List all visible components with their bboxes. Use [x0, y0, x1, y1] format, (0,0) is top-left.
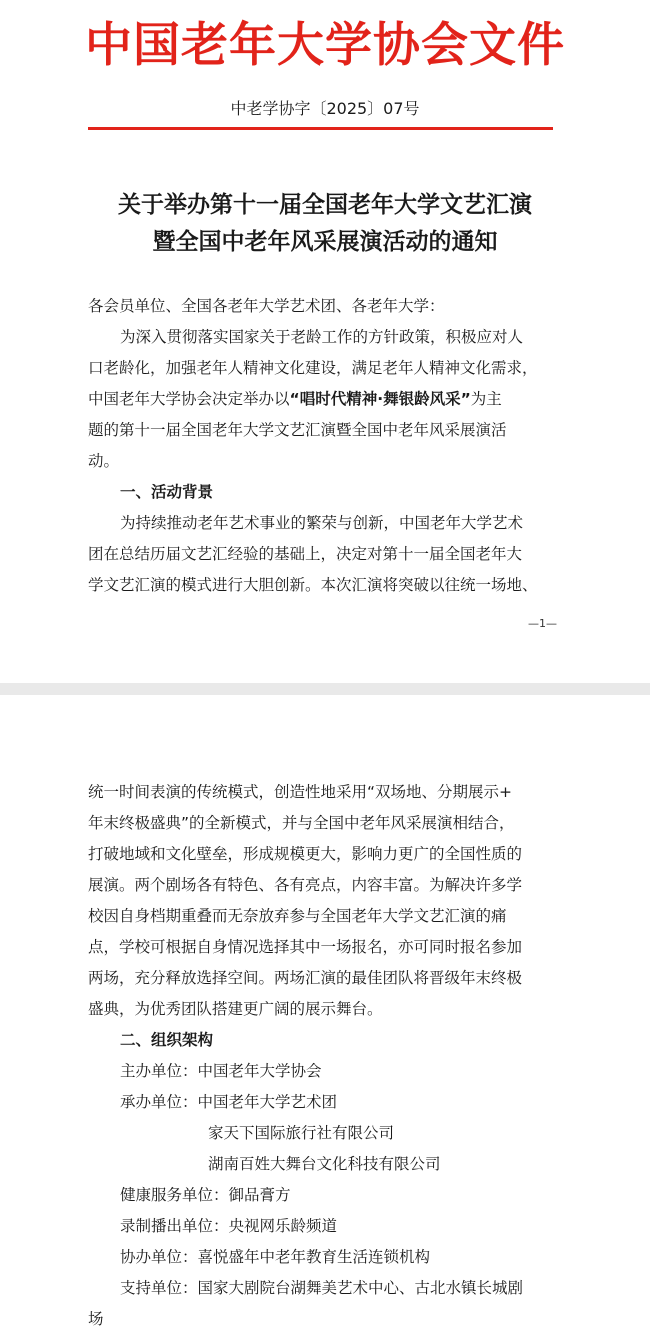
intro-line-3 — [88, 384, 570, 415]
intro-line-3-after: 为主 — [470, 390, 502, 408]
org-host: 主办单位：中国老年大学协会 — [120, 1062, 322, 1080]
section1-line-1: 为持续推动老年艺术事业的繁荣与创新，中国老年大学艺术 — [120, 514, 524, 532]
org-support: 支持单位：国家大剧院台湖舞美艺术中心、古北水镇长城剧 — [120, 1279, 524, 1297]
salutation: 各会员单位、全国各老年大学艺术团、各老年大学： — [88, 297, 445, 315]
page-number: —1— — [528, 617, 557, 630]
section-heading-background: 一、活动背景 — [120, 483, 214, 501]
org-co-organizer: 协办单位：喜悦盛年中老年教育生活连锁机构 — [120, 1248, 431, 1266]
notice-title-line-2: 暨全国中老年风采展演活动的通知 — [152, 228, 498, 255]
intro-line-5: 动。 — [88, 452, 120, 470]
section-heading-organization: 二、组织架构 — [120, 1031, 214, 1049]
notice-title — [0, 186, 650, 260]
continued-line-6: 点，学校可根据自身情况选择其中一场报名，亦可同时报名参加 — [88, 938, 523, 956]
org-organizer-3: 湖南百姓大舞台文化科技有限公司 — [208, 1155, 441, 1173]
continued-line-3: 打破地域和文化壁垒，形成规模更大，影响力更广的全国性质的 — [88, 845, 523, 863]
continued-line-1: 统一时间表演的传统模式，创造性地采用“双场地、分期展示+ — [88, 783, 513, 801]
event-theme: “唱时代精神·舞银龄风采” — [289, 390, 471, 408]
intro-line-2: 口老龄化，加强老年人精神文化建设，满足老年人精神文化需求， — [88, 359, 538, 377]
page-gap — [0, 683, 650, 695]
org-organizer: 承办单位：中国老年大学艺术团 — [120, 1093, 338, 1111]
red-header-title: 中国老年大学协会文件 — [85, 18, 565, 73]
section1-line-3: 学文艺汇演的模式进行大胆创新。本次汇演将突破以往统一场地、 — [88, 576, 538, 594]
org-health: 健康服务单位：御品膏方 — [120, 1186, 291, 1204]
org-support-cont: 场 — [88, 1310, 104, 1328]
continued-line-5: 校因自身档期重叠而无奈放弃参与全国老年大学文艺汇演的痛 — [88, 907, 507, 925]
intro-line-3-before: 中国老年大学协会决定举办以 — [88, 390, 290, 408]
org-broadcast: 录制播出单位：央视网乐龄频道 — [120, 1217, 338, 1235]
intro-line-1: 为深入贯彻落实国家关于老龄工作的方针政策，积极应对人 — [120, 328, 524, 346]
document-number: 中老学协字〔2025〕07号 — [230, 99, 420, 118]
intro-line-4: 题的第十一届全国老年大学文艺汇演暨全国中老年风采展演活 — [88, 421, 507, 439]
document-page-2 — [0, 695, 650, 1340]
page1-body — [88, 291, 570, 601]
red-divider — [88, 127, 553, 130]
org-organizer-2: 家天下国际旅行社有限公司 — [208, 1124, 395, 1142]
continued-line-7: 两场，充分释放选择空间。两场汇演的最佳团队将晋级年末终极 — [88, 969, 523, 987]
continued-line-2: 年末终极盛典”的全新模式，并与全国中老年风采展演相结合， — [88, 814, 515, 832]
continued-line-4: 展演。两个剧场各有特色、各有亮点，内容丰富。为解决许多学 — [88, 876, 523, 894]
continued-line-8: 盛典，为优秀团队搭建更广阔的展示舞台。 — [88, 1000, 383, 1018]
section1-line-2: 团在总结历届文艺汇经验的基础上，决定对第十一届全国老年大 — [88, 545, 523, 563]
notice-title-line-1: 关于举办第十一届全国老年大学文艺汇演 — [118, 191, 532, 218]
page2-body — [88, 777, 570, 1335]
